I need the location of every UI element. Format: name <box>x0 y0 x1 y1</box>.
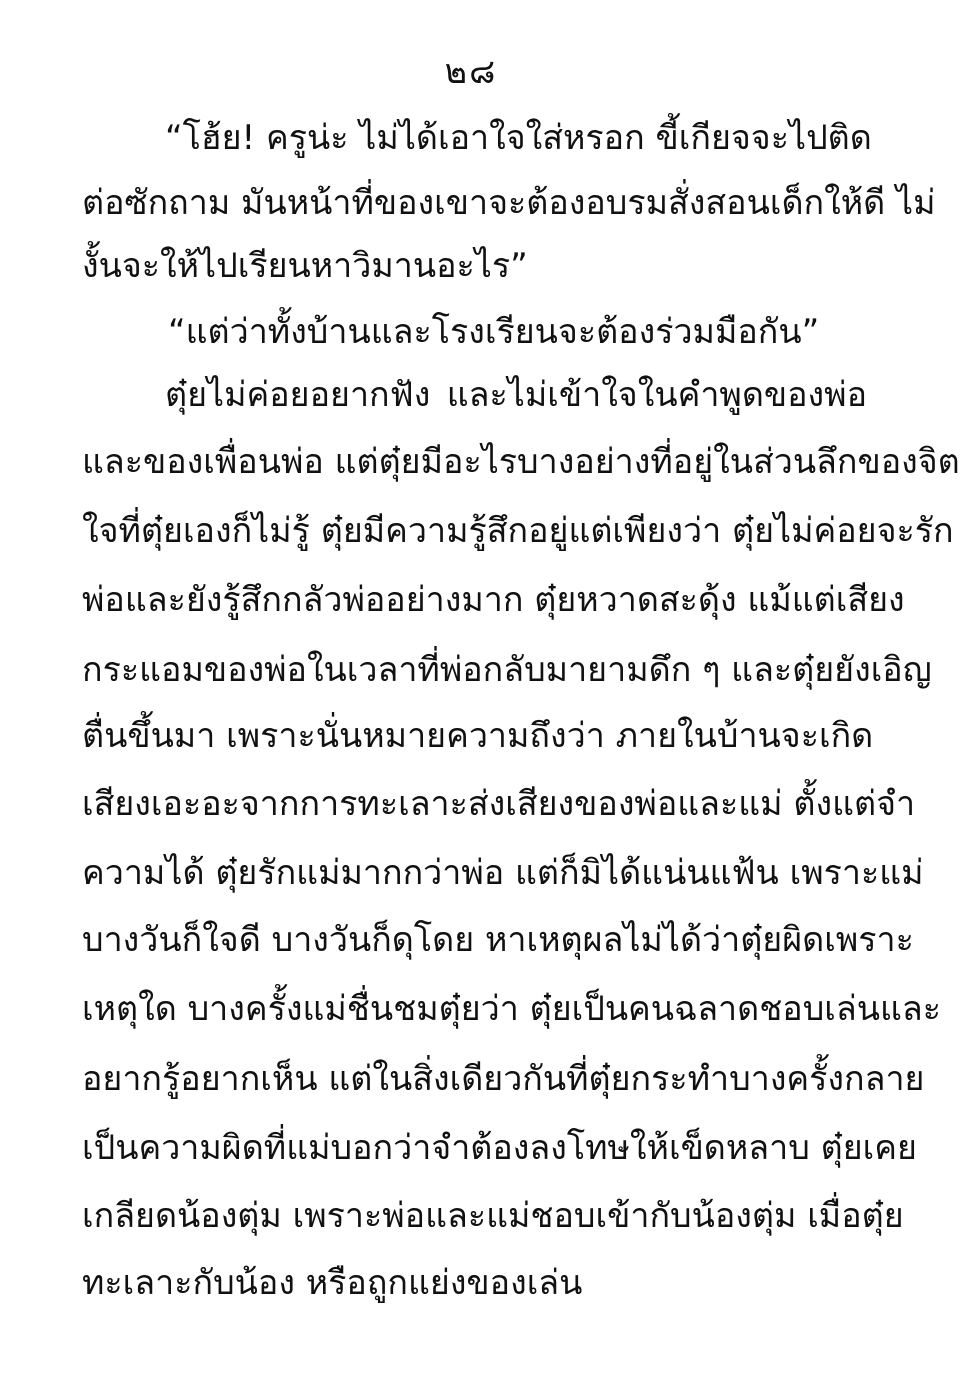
page-number: ๒๘ <box>444 52 498 92</box>
text-line: บางวันก็ใจดี บางวันก็ดุโดย หาเหตุผลไม่ได้ว่าตุ๋ยผิดเพราะ <box>82 920 914 960</box>
text-line: ใจที่ตุ๋ยเองก็ไม่รู้ ตุ๋ยมีความรู้สึกอยู่แต่เพียงว่า ตุ๋ยไม่ค่อยจะรัก <box>82 511 954 551</box>
text-line: งั้นจะให้ไปเรียนหาวิมานอะไร” <box>82 246 528 286</box>
text-line: ตื่นขึ้นมา เพราะนั่นหมายความถึงว่า ภายในบ้านจะเกิด <box>82 716 874 756</box>
text-line: เป็นความผิดที่แม่บอกว่าจำต้องลงโทษให้เข็ดหลาบ ตุ๋ยเคย <box>82 1128 917 1168</box>
text-line: ความได้ ตุ๋ยรักแม่มากกว่าพ่อ แต่ก็มิได้แน่นแฟ้น เพราะแม่ <box>82 853 924 893</box>
text-line: ตุ๋ยไม่ค่อยอยากฟัง และไม่เข้าใจในคำพูดของพ่อ <box>165 375 867 415</box>
text-line: ต่อซักถาม มันหน้าที่ของเขาจะต้องอบรมสั่งสอนเด็กให้ดี ไม่ <box>82 183 936 223</box>
text-line: พ่อและยังรู้สึกกลัวพ่ออย่างมาก ตุ๋ยหวาดสะดุ้ง แม้แต่เสียง <box>82 580 905 620</box>
text-line: เสียงเอะอะจากการทะเลาะส่งเสียงของพ่อและแม่ ตั้งแต่จำ <box>82 784 916 824</box>
text-line: เกลียดน้องตุ่ม เพราะพ่อและแม่ชอบเข้ากับน้องตุ่ม เมื่อตุ๋ย <box>82 1196 904 1236</box>
text-line: เหตุใด บางครั้งแม่ชื่นชมตุ๋ยว่า ตุ๋ยเป็นคนฉลาดชอบเล่นและ <box>82 989 941 1029</box>
text-line: อยากรู้อยากเห็น แต่ในสิ่งเดียวกันที่ตุ๋ยกระทำบางครั้งกลาย <box>82 1059 925 1099</box>
text-line: “แต่ว่าทั้งบ้านและโรงเรียนจะต้องร่วมมือกัน” <box>168 312 820 352</box>
text-line: กระแอมของพ่อในเวลาที่พ่อกลับมายามดึก ๆ และตุ๋ยยังเอิญ <box>82 650 932 690</box>
text-line: ทะเลาะกับน้อง หรือถูกแย่งของเล่น <box>82 1263 583 1303</box>
text-line: “โฮ้ย! ครูน่ะ ไม่ได้เอาใจใส่หรอก ขี้เกียจจะไปติด <box>165 118 872 158</box>
text-line: และของเพื่อนพ่อ แต่ตุ๋ยมีอะไรบางอย่างที่อยู่ในส่วนลึกของจิต <box>82 442 960 482</box>
